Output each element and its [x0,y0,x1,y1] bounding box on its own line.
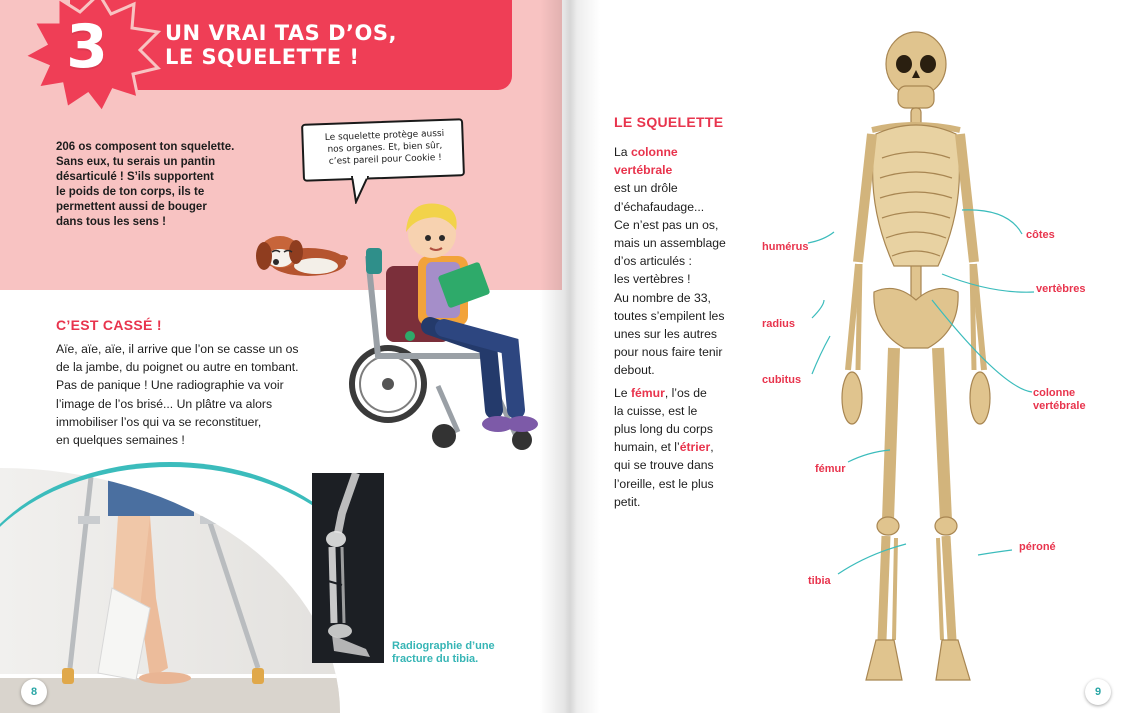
xray-caption-line: Radiographie d’une [392,640,495,652]
intro-line: désarticulé ! S’ils supportent [56,171,214,183]
chapter-number: 3 [66,12,108,82]
para2-line: la cuisse, est le [614,403,698,418]
para1-line: d’échafaudage... [614,199,705,214]
broken-bone-heading: C’EST CASSÉ ! [56,317,162,333]
boy-in-wheelchair-illustration [348,196,554,464]
para1-line: les vertèbres ! [614,272,691,287]
para2-line-1 [614,384,784,402]
broken-line: Pas de panique ! Une radiographie va voir [56,378,284,393]
intro-line: 206 os composent ton squelette. [56,141,235,153]
chapter-title-line-1: UN VRAI TAS D’OS, [165,21,397,45]
broken-line: de la jambe, du poignet ou autre en tombant. [56,360,299,375]
colonne-highlight: colonne [630,145,678,159]
para2-suffix: , l’os de [664,385,707,400]
xray-image [312,473,384,663]
para2-line: plus long du corps [614,422,713,437]
label-vertebres: vertèbres [1036,283,1086,295]
intro-paragraph [56,140,256,230]
para2-line-4 [614,438,784,456]
label-cotes: côtes [1026,229,1055,241]
label-colonne-vertebrale [1033,387,1086,413]
para2-line: l’oreille, est le plus [614,476,714,491]
femur-highlight: fémur [630,385,665,400]
para1-line: d’os articulés : [614,254,692,269]
para1-line: debout. [614,363,655,378]
broken-line: immobiliser l’os qui va se reconstituer, [56,414,262,429]
para1-prefix: La [614,145,628,159]
sleeping-dog-illustration [250,222,350,278]
speech-bubble-text [311,127,458,168]
intro-line: permettent aussi de bouger [56,201,207,213]
chapter-title-line-2: LE SQUELETTE ! [165,45,360,69]
skeleton-heading: LE SQUELETTE [614,114,724,130]
para1-line: unes sur les autres [614,327,717,342]
para1-line: Ce n’est pas un os, [614,217,719,232]
speech-line: Le squelette protège aussi [324,128,445,144]
label-perone: péroné [1019,541,1056,553]
label-femur: fémur [815,463,846,475]
speech-line: c’est pareil pour Cookie ! [328,152,443,167]
etrier-highlight: étrier [679,440,711,455]
broken-line: l’image de l’os brisé... Un plâtre va alors [56,396,273,411]
page-number-left: 8 [21,679,47,705]
right-page [562,0,1123,713]
label-tibia: tibia [808,575,831,587]
para2-line: petit. [614,494,641,509]
crutches-cast-photo [0,468,340,713]
xray-caption-line: fracture du tibia. [392,653,479,665]
para1-line: pour nous faire tenir [614,345,723,360]
vertebrale-highlight: vertébrale [614,163,673,178]
xray-caption [392,640,495,666]
para2-suffix: , [710,440,714,455]
para1-line: est un drôle [614,181,678,196]
page-number-right: 9 [1085,679,1111,705]
label-colonne-line-1: colonne [1033,387,1076,399]
para1-line: Au nombre de 33, [614,290,711,305]
broken-line: en quelques semaines ! [56,433,185,448]
intro-line: le poids de ton corps, ils te [56,186,205,198]
intro-line: dans tous les sens ! [56,216,166,228]
para2-prefix: Le [614,385,628,400]
label-radius: radius [762,318,796,330]
broken-bone-paragraph [56,340,346,449]
label-colonne-line-2: vertébrale [1033,400,1086,412]
para1-line: mais un assemblage [614,236,726,251]
label-humerus: humérus [762,241,809,253]
intro-line: Sans eux, tu serais un pantin [56,156,216,168]
para2-prefix: humain, et l’ [614,440,680,455]
skeleton-paragraph [614,143,784,511]
label-cubitus: cubitus [762,374,802,386]
speech-line: nos organes. Et, bien sûr, [327,140,443,155]
human-skeleton-illustration [814,30,1024,690]
broken-line: Aïe, aïe, aïe, il arrive que l’on se casse un os [56,342,299,356]
para2-line: qui se trouve dans [614,458,714,473]
para1-line-1 [614,143,784,161]
speech-bubble [301,118,465,182]
para1-line: toutes s’empilent les [614,308,725,323]
